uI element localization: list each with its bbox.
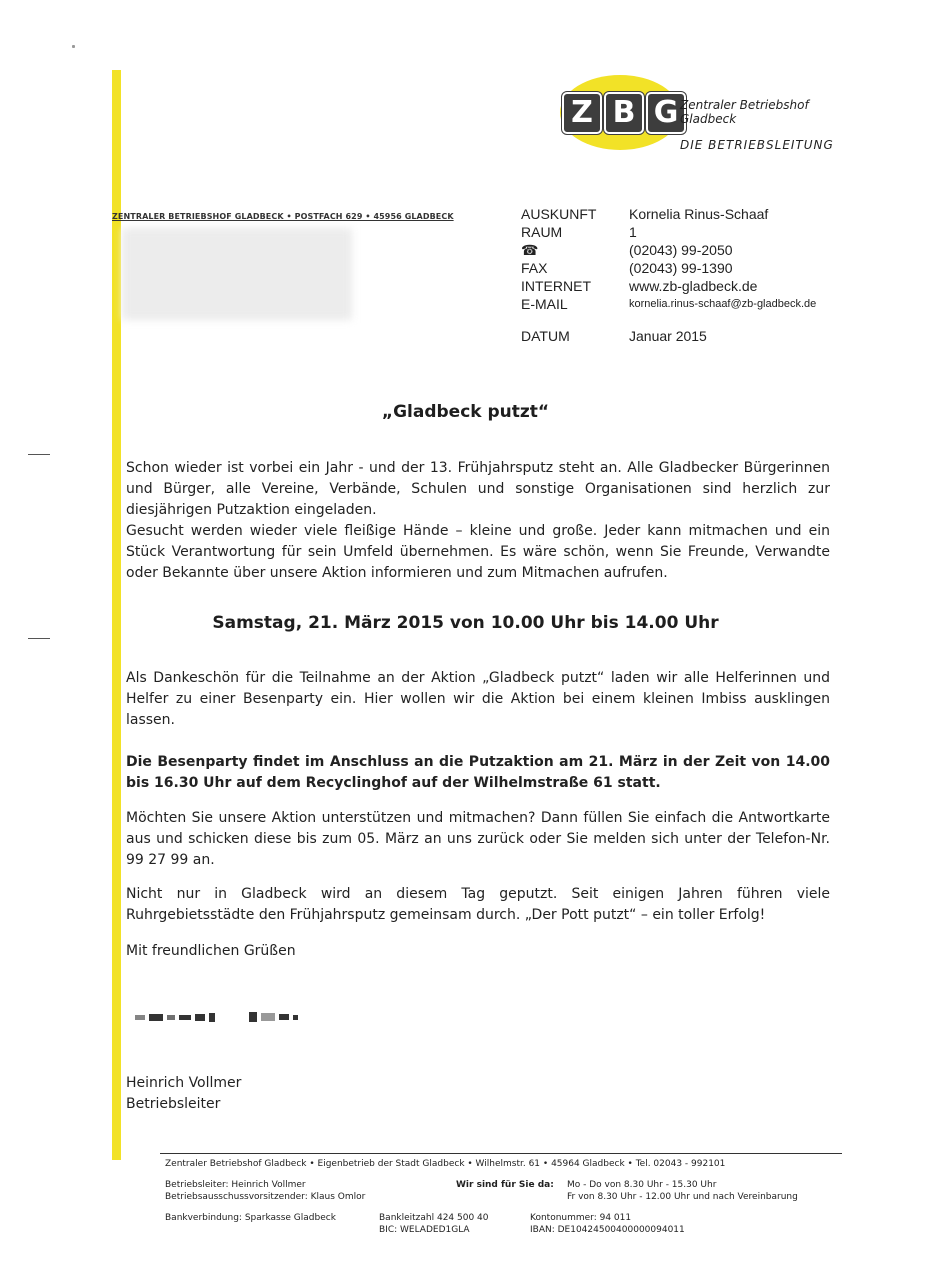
info-values [629,205,816,313]
logo-line-2: Gladbeck [680,112,737,126]
paragraph-ruhr-region: Nicht nur in Gladbeck wird an diesem Tag geputzt. Seit einigen Jahren führen viele Ruhrgebietsstädte den Frühjahrsputz gemeinsam durch. „Der Pott putzt“ – ein toller Erfolg! [126,886,830,923]
logo-letter-z: Z [562,92,602,134]
footer-management [165,1179,365,1203]
logo-line-1: Zentraler Betriebshof [680,98,809,112]
footer-iban: IBAN: DE10424500400000094011 [530,1225,685,1235]
value-phone: (02043) 99-2050 [629,242,733,258]
footer-blz: Bankleitzahl 424 500 40 [379,1213,489,1223]
value-date: Januar 2015 [629,328,707,344]
fold-mark-top [28,454,50,455]
logo-wordmark [680,98,809,126]
footer-address-line: Zentraler Betriebshof Gladbeck • Eigenbetrieb der Stadt Gladbeck • Wilhelmstr. 61 • 45964 Gladbeck • Tel. 02043 - 992101 [165,1159,726,1169]
paragraph-party-details: Die Besenparty findet im Anschluss an die Putzaktion am 21. März in der Zeit von 14.00 bis 16.30 Uhr auf dem Recyclinghof auf der Wilhelmstraße 61 statt. [126,754,830,791]
zbg-logo [562,92,686,134]
signature-redacted [135,1012,298,1022]
footer-hours-friday: Fr von 8.30 Uhr - 12.00 Uhr und nach Vereinbarung [567,1192,798,1202]
closing-greeting: Mit freundlichen Grüßen [126,943,296,959]
logo-letter-b: B [604,92,644,134]
logo-letter-g: G [646,92,686,134]
signatory [126,1073,830,1115]
paragraph-thanks: Als Dankeschön für die Teilnahme an der Aktion „Gladbeck putzt“ laden wir alle Helferinnen und Helfer zu einer Besenparty ein. Hier wollen wir die Aktion bei einem kleinen Imbiss ausklingen lassen. [126,670,830,728]
event-date-heading: Samstag, 21. März 2015 von 10.00 Uhr bis 14.00 Uhr [212,613,719,633]
value-email: kornelia.rinus-schaaf@zb-gladbeck.de [629,298,817,310]
info-labels [521,205,596,313]
phone-icon: ☎ [521,242,539,258]
scan-speck [72,45,75,48]
footer-hours-label: Wir sind für Sie da: [456,1180,554,1190]
value-room: 1 [629,224,637,240]
sender-return-address: ZENTRALER BETRIEBSHOF GLADBECK • POSTFACH 629 • 45956 GLADBECK [112,212,454,221]
footer-account [530,1212,685,1236]
recipient-address-redacted [122,228,352,320]
paragraph-call-to-action: Gesucht werden wieder viele fleißige Hände – kleine und große. Jeder kann mitmachen und ein Stück Verantwortung für sein Umfeld übernehmen. Es wäre schön, wenn Sie Freunde, Verwandte oder Bekannte über unsere Aktion informieren und zum Mitmachen aufrufen. [126,523,830,581]
label-auskunft: AUSKUNFT [521,206,597,222]
footer-account-number: Kontonummer: 94 011 [530,1213,632,1223]
footer-hours-weekdays: Mo - Do von 8.30 Uhr - 15.30 Uhr [567,1180,717,1190]
paragraph-participation: Möchten Sie unsere Aktion unterstützen und mitmachen? Dann füllen Sie einfach die Antwortkarte aus und schicken diese bis zum 05. März an uns zurück oder Sie melden sich unter der Telefon-Nr. 99 27 99 an. [126,810,830,868]
footer-bic: BIC: WELADED1GLA [379,1225,470,1235]
signatory-name: Heinrich Vollmer [126,1075,242,1091]
paragraph-intro: Schon wieder ist vorbei ein Jahr - und der 13. Frühjahrsputz steht an. Alle Gladbecker Bürgerinnen und Bürger, alle Vereine, Verbände, Schulen und sonstige Organisationen sind herzlich zur diesjährigen Putzaktion eingeladen. [126,460,830,518]
footer-bank-codes [379,1212,489,1236]
fold-mark-middle [28,638,50,639]
footer-committee: Betriebsausschussvorsitzender: Klaus Omlor [165,1192,366,1202]
footer-hours [567,1179,798,1203]
label-raum: RAUM [521,224,563,240]
label-date: DATUM [521,328,570,344]
value-fax: (02043) 99-1390 [629,260,733,276]
label-fax: FAX [521,260,548,276]
footer-divider [160,1153,842,1154]
value-contact-person: Kornelia Rinus-Schaaf [629,206,769,222]
label-email: E-MAIL [521,296,568,312]
footer-bank: Bankverbindung: Sparkasse Gladbeck [165,1213,336,1223]
label-internet: INTERNET [521,278,591,294]
logo-tagline: DIE BETRIEBSLEITUNG [680,138,834,152]
signatory-role: Betriebsleiter [126,1096,221,1112]
value-website: www.zb-gladbeck.de [629,278,758,294]
footer-leader: Betriebsleiter: Heinrich Vollmer [165,1180,306,1190]
letter-title: „Gladbeck putzt“ [381,402,550,422]
